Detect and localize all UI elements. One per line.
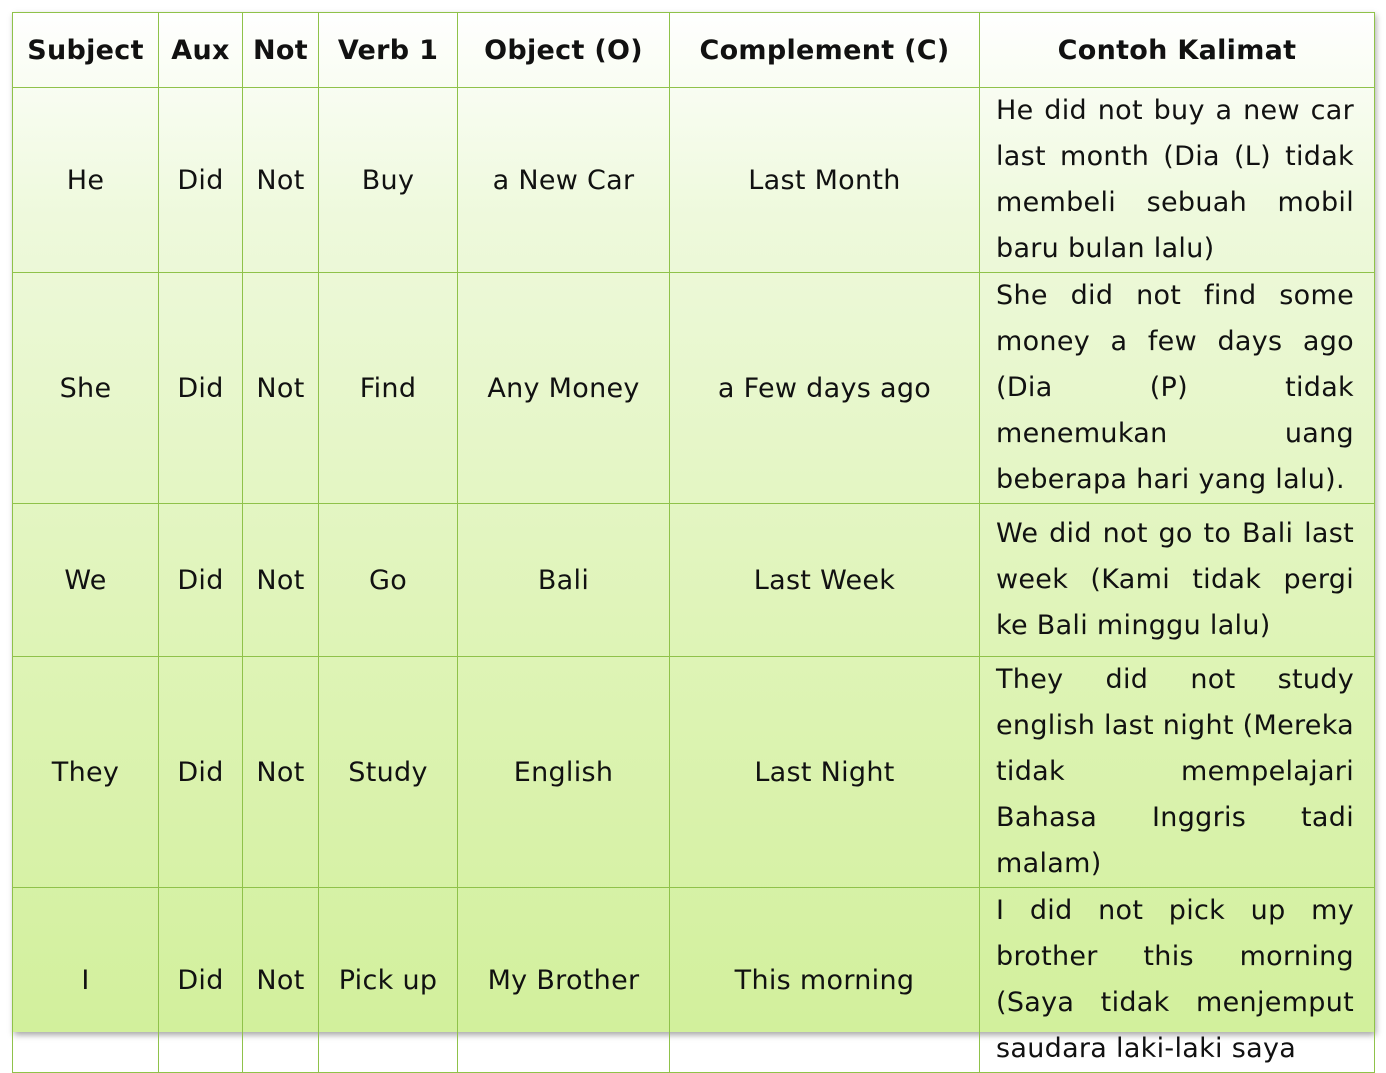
- cell-subject: We: [13, 504, 159, 657]
- cell-object: My Brother: [458, 888, 670, 1073]
- cell-aux: Did: [159, 657, 243, 888]
- grammar-table-container: [12, 12, 1374, 1064]
- cell-verb: Find: [319, 273, 458, 504]
- table-row: [13, 657, 1375, 888]
- header-verb: Verb 1: [319, 13, 458, 88]
- cell-example: He did not buy a new car last month (Dia (L) tidak membeli sebuah mobil baru bulan lalu): [980, 88, 1375, 273]
- table-row: [13, 88, 1375, 273]
- cell-not: Not: [243, 504, 319, 657]
- cell-subject: They: [13, 657, 159, 888]
- cell-not: Not: [243, 888, 319, 1073]
- cell-not: Not: [243, 657, 319, 888]
- cell-complement: This morning: [670, 888, 980, 1073]
- header-row: [13, 13, 1375, 88]
- cell-aux: Did: [159, 504, 243, 657]
- cell-verb: Pick up: [319, 888, 458, 1073]
- cell-complement: a Few days ago: [670, 273, 980, 504]
- cell-verb: Buy: [319, 88, 458, 273]
- cell-example: They did not study english last night (Mereka tidak mempelajari Bahasa Inggris tadi malam): [980, 657, 1375, 888]
- cell-example: She did not find some money a few days ago (Dia (P) tidak menemukan uang beberapa hari yang lalu).: [980, 273, 1375, 504]
- cell-complement: Last Month: [670, 88, 980, 273]
- cell-not: Not: [243, 273, 319, 504]
- cell-subject: I: [13, 888, 159, 1073]
- cell-object: a New Car: [458, 88, 670, 273]
- table-row: [13, 888, 1375, 1073]
- grammar-table: [12, 12, 1375, 1073]
- table-row: [13, 504, 1375, 657]
- header-subject: Subject: [13, 13, 159, 88]
- header-aux: Aux: [159, 13, 243, 88]
- cell-not: Not: [243, 88, 319, 273]
- header-not: Not: [243, 13, 319, 88]
- table-row: [13, 273, 1375, 504]
- cell-object: Bali: [458, 504, 670, 657]
- cell-example: We did not go to Bali last week (Kami tidak pergi ke Bali minggu lalu): [980, 504, 1375, 657]
- cell-verb: Study: [319, 657, 458, 888]
- cell-verb: Go: [319, 504, 458, 657]
- cell-aux: Did: [159, 888, 243, 1073]
- cell-aux: Did: [159, 88, 243, 273]
- cell-aux: Did: [159, 273, 243, 504]
- header-example: Contoh Kalimat: [980, 13, 1375, 88]
- header-complement: Complement (C): [670, 13, 980, 88]
- cell-subject: She: [13, 273, 159, 504]
- cell-object: Any Money: [458, 273, 670, 504]
- cell-subject: He: [13, 88, 159, 273]
- header-object: Object (O): [458, 13, 670, 88]
- cell-example: I did not pick up my brother this morning (Saya tidak menjemput saudara laki-laki saya: [980, 888, 1375, 1073]
- cell-complement: Last Week: [670, 504, 980, 657]
- cell-object: English: [458, 657, 670, 888]
- cell-complement: Last Night: [670, 657, 980, 888]
